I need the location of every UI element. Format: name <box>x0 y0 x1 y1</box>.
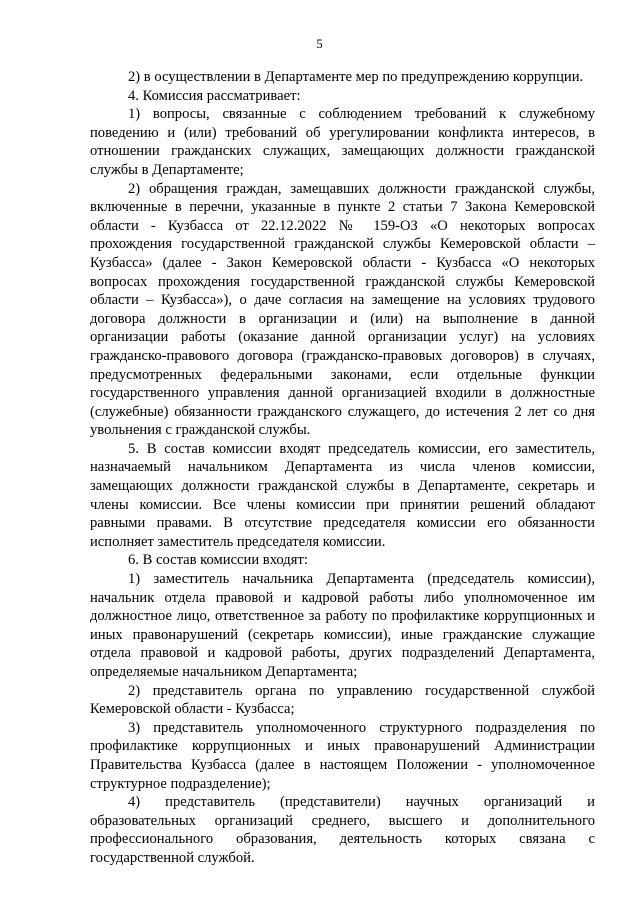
paragraph-item-2-citizen-requests: 2) обращения граждан, замещавших должности гражданской службы, включенные в перечни, указанные в пункте 2 статьи 7 Закона Кемеровской области - Кузбасса от 22.12.2022 № 159-ОЗ «О некоторых вопросах прохождения государственной гражданской службы Кемеровской области – Кузбасса» (далее - Закон Кемеровской области - Кузбасса «О некоторых вопросах прохождения государственной гражданской службы Кемеровской области – Кузбасса»), о даче согласия на замещение на условиях трудового договора должности в организации и (или) на выполнение в данной организации работы (оказание данной организации услуг) на условиях гражданско-правового договора (гражданско-правовых договоров) в случаях, предусмотренных федеральными законами, если отдельные функции государственного управления данной организацией входили в должностные (служебные) обязанности гражданского служащего, до истечения 2 лет со дня увольнения с гражданской службы. <box>90 180 595 439</box>
paragraph-item-4-representatives: 4) представитель (представители) научных организаций и образовательных организаций среднего, высшего и дополнительного профессионального образования, деятельность которых связана с государственной службой. <box>90 794 595 866</box>
section-6-heading: 6. В состав комиссии входят: <box>128 552 308 569</box>
page-number: 5 <box>316 37 323 51</box>
paragraph-item-1-conduct: 1) вопросы, связанные с соблюдением требований к служебному поведению и (или) требований об урегулировании конфликта интересов, в отношении гражданских служащих, замещающих должности гражданской службы в Департаменте; <box>90 106 595 178</box>
section-4-heading: 4. Комиссия рассматривает: <box>128 87 301 104</box>
paragraph-item-2-prevention: 2) в осуществлении в Департаменте мер по предупреждению коррупции. <box>128 69 584 85</box>
paragraph-item-2-representative: 2) представитель органа по управлению государственной службой Кемеровской области - Кузбасса; <box>90 682 595 718</box>
section-5-paragraph: 5. В состав комиссии входят председатель комиссии, его заместитель, назначаемый начальником Департамента из числа членов комиссии, замещающих должности гражданской службы в Департаменте, секретарь и члены комиссии. Все члены комиссии при принятии решений обладают равными правами. В отсутствие председателя комиссии его обязанности исполняет заместитель председателя комиссии. <box>90 440 595 550</box>
paragraph-item-3-representative: 3) представитель уполномоченного структурного подразделения по профилактике коррупционных и иных правонарушений Администрации Правительства Кузбасса (далее в настоящем Положении - уполномоченное структурное подразделение); <box>90 719 595 792</box>
document-body <box>90 68 595 868</box>
paragraph-item-1-chairman: 1) заместитель начальника Департамента (председатель комиссии), начальник отдела правовой и кадровой работы либо уполномоченное им должностное лицо, ответственное за работу по профилактике коррупционных и иных правонарушений (секретарь комиссии), иные гражданские служащие отдела правовой и кадровой работы, других подразделений Департамента, определяемые начальником Департамента; <box>90 571 595 680</box>
